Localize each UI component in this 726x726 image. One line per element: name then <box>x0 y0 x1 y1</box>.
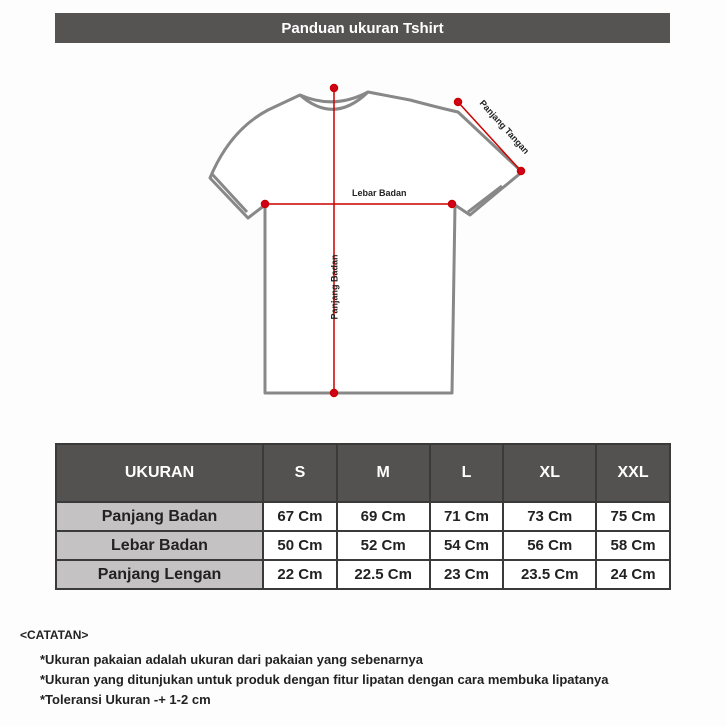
header-s: S <box>263 444 337 502</box>
tshirt-outline <box>210 92 522 393</box>
cell: 22.5 Cm <box>337 560 430 589</box>
cell: 50 Cm <box>263 531 337 560</box>
row-label: Panjang Badan <box>56 502 263 531</box>
cell: 54 Cm <box>430 531 504 560</box>
cell: 56 Cm <box>503 531 596 560</box>
cell: 69 Cm <box>337 502 430 531</box>
lebar-badan-label: Lebar Badan <box>352 188 407 198</box>
note-item: *Toleransi Ukuran -+ 1-2 cm <box>40 692 211 707</box>
table-row <box>56 502 670 531</box>
header-ukuran: UKURAN <box>56 444 263 502</box>
cell: 24 Cm <box>596 560 670 589</box>
cell: 75 Cm <box>596 502 670 531</box>
cell: 23 Cm <box>430 560 504 589</box>
table-row <box>56 560 670 589</box>
header-m: M <box>337 444 430 502</box>
cell: 52 Cm <box>337 531 430 560</box>
row-label: Panjang Lengan <box>56 560 263 589</box>
table-row <box>56 531 670 560</box>
header-xxl: XXL <box>596 444 670 502</box>
size-table <box>55 443 671 590</box>
cell: 67 Cm <box>263 502 337 531</box>
table-header <box>56 444 670 502</box>
cell: 23.5 Cm <box>503 560 596 589</box>
note-item: *Ukuran pakaian adalah ukuran dari pakaian yang sebenarnya <box>40 652 423 667</box>
header-l: L <box>430 444 504 502</box>
row-label: Lebar Badan <box>56 531 263 560</box>
panjang-tangan-label: Panjang Tangan <box>477 98 532 156</box>
notes-heading: <CATATAN> <box>20 628 89 642</box>
notes <box>20 628 608 710</box>
note-item: *Ukuran yang ditunjukan untuk produk dengan fitur lipatan dengan cara membuka lipatanya <box>40 672 609 687</box>
panjang-badan-label: Panjang Badan <box>329 254 340 320</box>
cell: 58 Cm <box>596 531 670 560</box>
header-xl: XL <box>503 444 596 502</box>
page-title: Panduan ukuran Tshirt <box>55 13 670 43</box>
cell: 22 Cm <box>263 560 337 589</box>
cell: 73 Cm <box>503 502 596 531</box>
cell: 71 Cm <box>430 502 504 531</box>
